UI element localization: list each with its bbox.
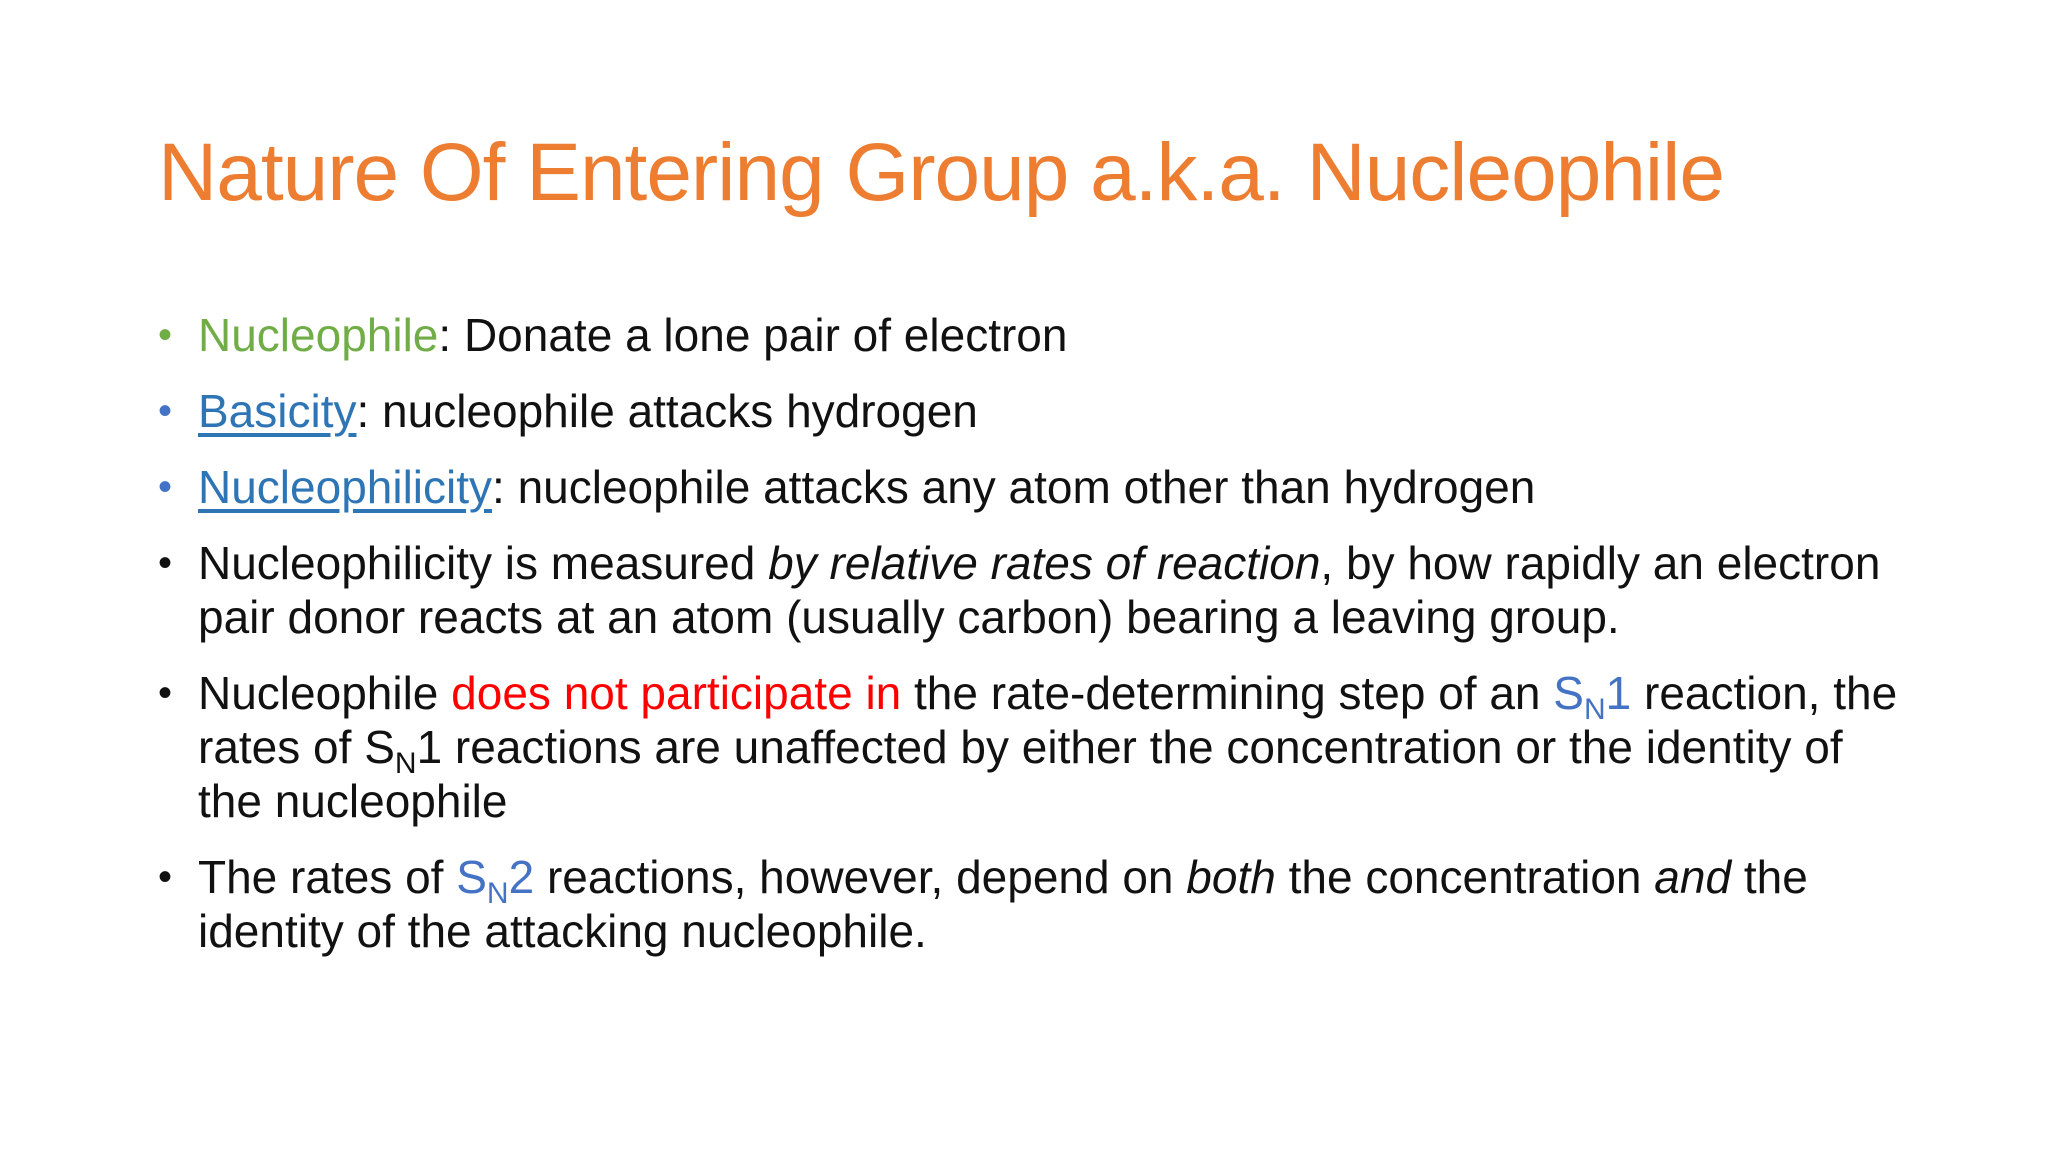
text-part: Nucleophile [198, 667, 452, 719]
sn2-term: $S_N2$ [456, 851, 535, 910]
italic-text: both [1186, 851, 1276, 903]
definition-text: nucleophile attacks any atom other than hydrogen [504, 461, 1536, 513]
italic-text: by relative rates of reaction [768, 537, 1321, 589]
text-part: reactions are unaffected by either the concentration or the identity of the nucleophile [198, 721, 1843, 827]
term-nucleophile: Nucleophile [198, 309, 439, 361]
bullet-sn2 [158, 850, 1918, 958]
bullet-nucleophilicity [158, 460, 1918, 514]
text-part: the rate-determining step of an [901, 667, 1554, 719]
bullet-dot-icon: • [158, 541, 173, 585]
text-part: Nucleophilicity is measured [198, 537, 769, 589]
separator: : [492, 461, 505, 513]
bullet-basicity [158, 384, 1918, 438]
definition-text: Donate a lone pair of electron [451, 309, 1068, 361]
definition-text: nucleophile attacks hydrogen [369, 385, 978, 437]
text-part: reaction, the rates of [198, 667, 1898, 773]
text-part: , by how rapidly an electron pair donor reacts at an atom (usually carbon) bearing a leaving group. [198, 537, 1881, 643]
text-part: reactions, however, depend on [534, 851, 1187, 903]
text-part: the identity of the attacking nucleophile. [198, 851, 1808, 957]
bullet-measurement [158, 536, 1918, 644]
bullet-dot-icon: • [158, 389, 173, 433]
text-part: the concentration [1275, 851, 1655, 903]
bullet-dot-icon: • [158, 855, 173, 899]
bullet-dot-icon: • [158, 313, 173, 357]
sn1-term: $S_N1$ [364, 721, 443, 780]
link-nucleophilicity[interactable]: Nucleophilicity [198, 461, 493, 513]
sn1-term: $S_N1$ [1553, 667, 1632, 726]
text-part: The rates of [198, 851, 457, 903]
highlight-text: does not participate in [451, 667, 902, 719]
bullet-dot-icon: • [158, 465, 173, 509]
link-basicity[interactable]: Basicity [198, 385, 357, 437]
bullet-nucleophile [158, 308, 1918, 362]
bullet-dot-icon: • [158, 671, 173, 715]
bullet-sn1 [158, 666, 1918, 828]
bullet-list [158, 308, 1918, 980]
separator: : [356, 385, 370, 437]
italic-text: and [1654, 851, 1732, 903]
slide-title: Nature Of Entering Group a.k.a. Nucleophile [158, 127, 1724, 218]
separator: : [438, 309, 452, 361]
